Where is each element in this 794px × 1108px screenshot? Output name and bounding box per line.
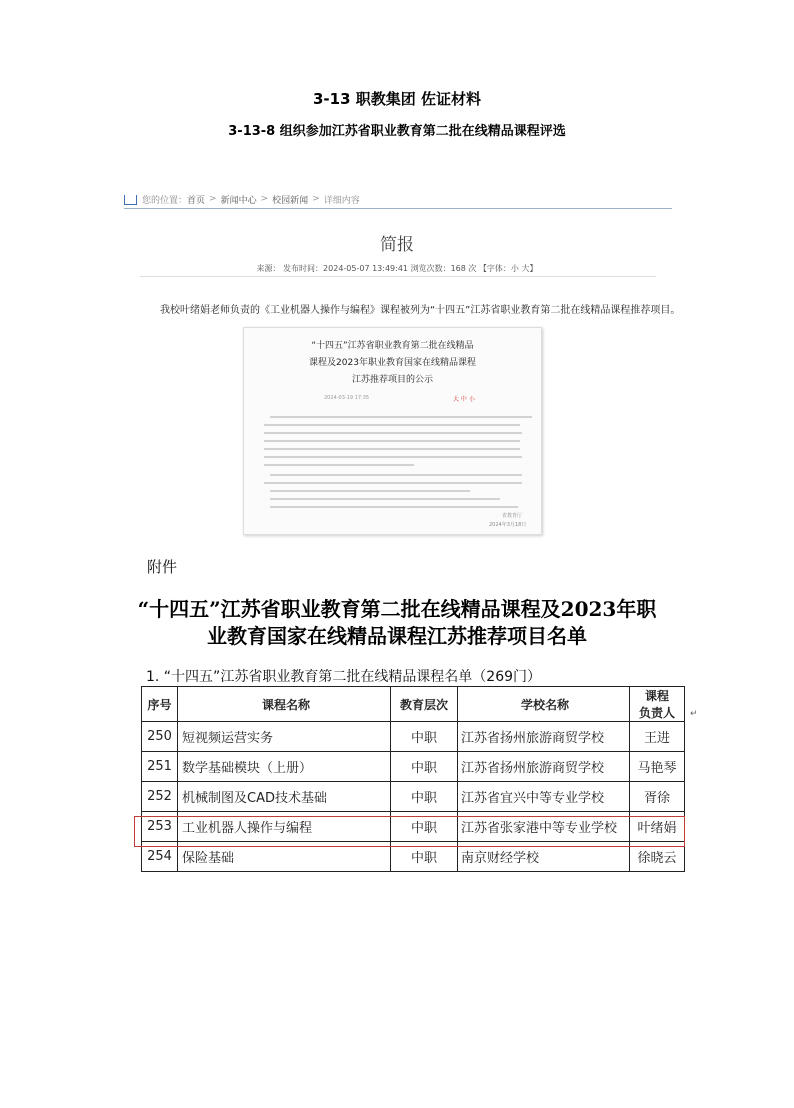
cell-lead: 叶绪娟 [630,812,685,842]
breadcrumb-prefix: 您的位置： [142,195,188,206]
table-row [142,782,685,812]
notice-title-line-1: “十四五”江苏省职业教育第二批在线精品 [311,341,474,351]
list-title: 1. “十四五”江苏省职业教育第二批在线精品课程名单（269门） [146,669,542,685]
home-icon [124,195,137,205]
header-course: 课程名称 [178,687,391,722]
cell-course: 工业机器人操作与编程 [178,812,391,842]
breadcrumb-separator: > [209,194,217,204]
return-mark: ↵ [690,709,698,719]
text-line [264,440,520,442]
cell-index: 250 [142,722,178,752]
cell-school: 江苏省扬州旅游商贸学校 [458,722,630,752]
table-header-row [142,687,685,722]
notice-sign: 省教育厅 [502,513,523,519]
text-line [264,432,522,434]
news-title: 简报 [380,235,414,255]
header-school: 学校名称 [458,687,630,722]
cell-course: 机械制图及CAD技术基础 [178,782,391,812]
cell-school: 江苏省扬州旅游商贸学校 [458,752,630,782]
cell-level: 中职 [391,782,458,812]
cell-index: 251 [142,752,178,782]
cell-level: 中职 [391,722,458,752]
breadcrumb-news-center[interactable]: 新闻中心 [220,195,257,206]
breadcrumb-separator: > [312,194,320,204]
text-line [270,416,532,418]
notice-title-line-2: 课程及2023年职业教育国家在线精品课程 [309,358,476,368]
cell-course: 数学基础模块（上册） [178,752,391,782]
attachment-title-line-1: “十四五”江苏省职业教育第二批在线精品课程及2023年职 [137,597,657,621]
cell-school: 江苏省宜兴中等专业学校 [458,782,630,812]
news-body: 我校叶绪娟老师负责的《工业机器人操作与编程》课程被列为“十四五”江苏省职业教育第二批在线精品课程推荐项目。 [160,305,681,316]
cell-course: 保险基础 [178,842,391,872]
text-line [270,474,522,476]
text-line [270,506,518,508]
page-subheading: 3-13-8 组织参加江苏省职业教育第二批在线精品课程评选 [228,124,566,139]
header-index: 序号 [142,687,178,722]
cell-school: 江苏省张家港中等专业学校 [458,812,630,842]
cell-course: 短视频运营实务 [178,722,391,752]
cell-lead: 徐晓云 [630,842,685,872]
header-lead [630,687,685,722]
breadcrumb-campus-news[interactable]: 校园新闻 [272,195,309,206]
text-line [264,464,414,466]
breadcrumb-separator: > [260,194,269,204]
notice-meta: 2024-03-19 17:35 [324,395,370,401]
cell-index: 253 [142,812,178,842]
table-row [142,752,685,782]
attachment-label: 附件 [147,558,178,576]
cell-level: 中职 [391,842,458,872]
news-meta: 来源： 发布时间：2024-05-07 13:49:41 浏览次数：168 次 【字体：小 大】 [256,264,538,273]
breadcrumb-divider [124,208,672,209]
attachment-title-line-2: 业教育国家在线精品课程江苏推荐项目名单 [207,624,587,648]
breadcrumb [124,191,672,207]
header-lead-line-2: 负责人 [638,706,675,720]
cell-school: 南京财经学校 [458,842,630,872]
cell-level: 中职 [391,812,458,842]
highlight-box [134,816,685,847]
cell-lead: 马艳琴 [630,752,685,782]
header-lead-line-1: 课程 [644,689,669,703]
meta-divider [140,276,656,277]
cell-index: 254 [142,842,178,872]
cell-level: 中职 [391,752,458,782]
cell-lead: 王进 [630,722,685,752]
text-line [270,498,500,500]
notice-font-control[interactable]: 大 中 小 [453,396,475,403]
cell-index: 252 [142,782,178,812]
table-row [142,722,685,752]
announcement-image [243,327,542,535]
text-line [264,456,522,458]
cell-lead: 胥徐 [630,782,685,812]
notice-date: 2024年3月18日 [489,522,527,528]
page-heading: 3-13 职教集团 佐证材料 [313,90,481,108]
text-line [270,490,470,492]
breadcrumb-home[interactable]: 首页 [187,195,206,206]
breadcrumb-current: 详细内容 [323,195,360,206]
text-line [264,482,522,484]
text-line [264,424,520,426]
header-level: 教育层次 [391,687,458,722]
notice-title-line-3: 江苏推荐项目的公示 [351,375,433,385]
text-line [264,448,520,450]
